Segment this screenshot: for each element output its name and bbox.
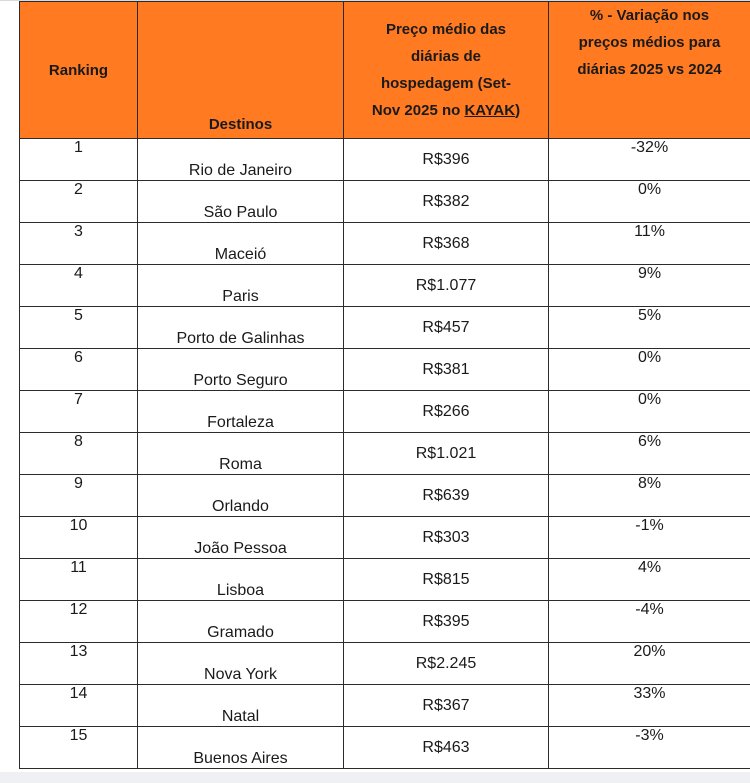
preco-cell: R$368	[344, 223, 549, 265]
table-row	[20, 307, 750, 349]
header-preco-medio	[344, 2, 549, 139]
variacao-cell: 33%	[549, 685, 750, 727]
variacao-cell: -3%	[549, 727, 750, 769]
rank-cell: 9	[20, 475, 138, 517]
rank-cell: 11	[20, 559, 138, 601]
header-ranking-label: Ranking	[48, 61, 109, 79]
preco-cell: R$367	[344, 685, 549, 727]
rank-cell: 5	[20, 307, 138, 349]
destino-cell: Fortaleza	[138, 391, 344, 433]
preco-cell: R$1.021	[344, 433, 549, 475]
header-preco-line-4	[344, 97, 548, 124]
destino-cell: Rio de Janeiro	[138, 139, 344, 181]
rank-cell: 1	[20, 139, 138, 181]
table-row	[20, 643, 750, 685]
table-row	[20, 433, 750, 475]
preco-cell: R$266	[344, 391, 549, 433]
header-ranking	[20, 2, 138, 139]
table-row	[20, 475, 750, 517]
table-row	[20, 139, 750, 181]
variacao-cell: -32%	[549, 139, 750, 181]
rank-cell: 4	[20, 265, 138, 307]
page-bottom-strip	[0, 772, 750, 783]
destino-cell: Gramado	[138, 601, 344, 643]
variacao-cell: -1%	[549, 517, 750, 559]
variacao-cell: 0%	[549, 181, 750, 223]
destino-cell: João Pessoa	[138, 517, 344, 559]
variacao-cell: 11%	[549, 223, 750, 265]
variacao-cell: 20%	[549, 643, 750, 685]
header-var-line-3: diárias 2025 vs 2024	[577, 61, 722, 78]
variacao-cell: 0%	[549, 349, 750, 391]
preco-cell: R$639	[344, 475, 549, 517]
preco-cell: R$396	[344, 139, 549, 181]
table-row	[20, 601, 750, 643]
preco-cell: R$463	[344, 727, 549, 769]
variacao-cell: 8%	[549, 475, 750, 517]
header-var-line-2: preços médios para	[578, 34, 721, 51]
destino-cell: Porto de Galinhas	[138, 307, 344, 349]
table-row	[20, 685, 750, 727]
destino-cell: Roma	[138, 433, 344, 475]
destino-cell: Porto Seguro	[138, 349, 344, 391]
destino-cell: São Paulo	[138, 181, 344, 223]
rank-cell: 15	[20, 727, 138, 769]
variacao-cell: 6%	[549, 433, 750, 475]
header-preco-line-4-suffix: )	[515, 102, 521, 119]
destino-cell: Lisboa	[138, 559, 344, 601]
variacao-cell: 0%	[549, 391, 750, 433]
destino-cell: Buenos Aires	[138, 727, 344, 769]
rank-cell: 12	[20, 601, 138, 643]
table-row	[20, 517, 750, 559]
table-row	[20, 349, 750, 391]
table-row	[20, 265, 750, 307]
preco-cell: R$457	[344, 307, 549, 349]
table-row	[20, 559, 750, 601]
variacao-cell: 9%	[549, 265, 750, 307]
table-row	[20, 727, 750, 769]
preco-cell: R$382	[344, 181, 549, 223]
variacao-cell: -4%	[549, 601, 750, 643]
header-preco-line-4-prefix: Nov 2025 no	[371, 102, 465, 119]
destino-cell: Nova York	[138, 643, 344, 685]
ranking-table	[19, 1, 750, 769]
table-row	[20, 391, 750, 433]
rank-cell: 13	[20, 643, 138, 685]
preco-cell: R$2.245	[344, 643, 549, 685]
table-row	[20, 223, 750, 265]
table-row	[20, 181, 750, 223]
header-preco-line-2: diárias de	[410, 48, 482, 65]
preco-cell: R$303	[344, 517, 549, 559]
table-header-row	[20, 2, 750, 139]
header-preco-line-1: Preço médio das	[385, 21, 507, 38]
rank-cell: 10	[20, 517, 138, 559]
variacao-cell: 4%	[549, 559, 750, 601]
rank-cell: 14	[20, 685, 138, 727]
header-variacao	[549, 2, 750, 139]
rank-cell: 3	[20, 223, 138, 265]
variacao-cell: 5%	[549, 307, 750, 349]
rank-cell: 2	[20, 181, 138, 223]
header-destinos-label: Destinos	[208, 116, 273, 133]
destino-cell: Orlando	[138, 475, 344, 517]
header-var-line-1: % - Variação nos	[589, 7, 710, 24]
destino-cell: Paris	[138, 265, 344, 307]
preco-cell: R$815	[344, 559, 549, 601]
header-destinos	[138, 2, 344, 139]
header-preco-line-3: hospedagem (Set-	[380, 75, 512, 92]
destino-cell: Natal	[138, 685, 344, 727]
preco-cell: R$395	[344, 601, 549, 643]
rank-cell: 6	[20, 349, 138, 391]
rank-cell: 7	[20, 391, 138, 433]
preco-cell: R$381	[344, 349, 549, 391]
kayak-link[interactable]: KAYAK	[464, 102, 516, 119]
destino-cell: Maceió	[138, 223, 344, 265]
preco-cell: R$1.077	[344, 265, 549, 307]
rank-cell: 8	[20, 433, 138, 475]
